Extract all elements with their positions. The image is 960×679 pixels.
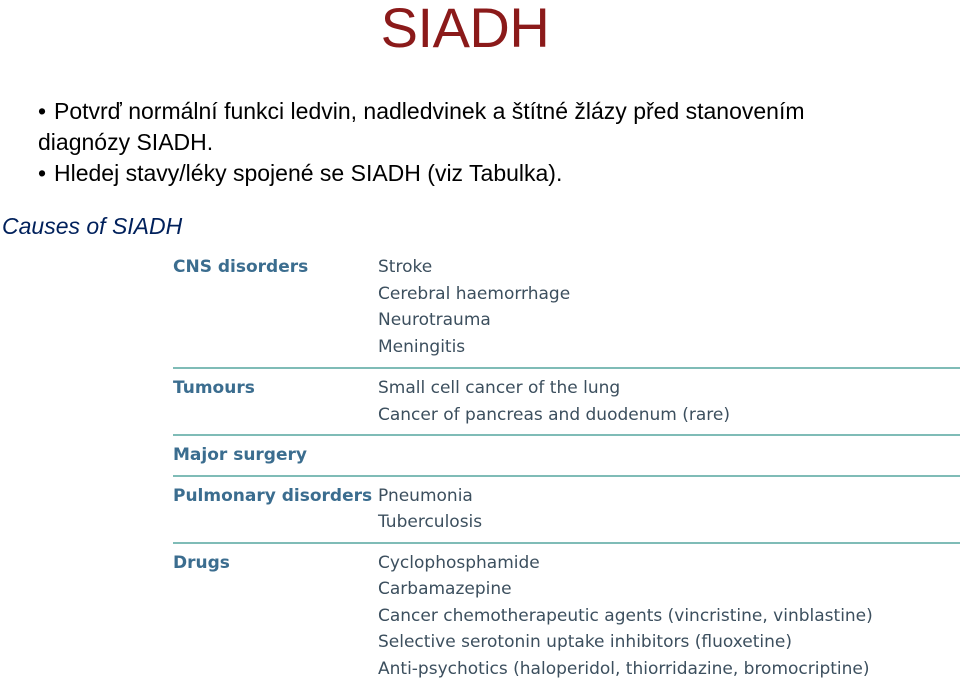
table-row: [173, 544, 960, 679]
category-label: Pulmonary disorders: [173, 485, 373, 506]
bullet-item-continuation: diagnózy SIADH.: [38, 129, 214, 155]
list-item: Cerebral haemorrhage: [378, 283, 571, 304]
table-title: Causes of SIADH: [2, 213, 183, 239]
bullet-list: [38, 96, 938, 189]
category-label: CNS disorders: [173, 257, 309, 277]
list-item: Neurotrauma: [378, 310, 491, 330]
category-label: Drugs: [173, 552, 230, 573]
list-item: Cancer of pancreas and duodenum (rare): [378, 404, 730, 425]
list-item: Stroke: [378, 257, 433, 277]
list-item: Selective serotonin uptake inhibitors (fluoxetine): [378, 632, 792, 652]
item-list: [378, 483, 960, 536]
table-row: [173, 436, 960, 475]
list-item: Cyclophosphamide: [378, 552, 540, 573]
bullet-item: • Potvrď normální funkci ledvin, nadledvinek a štítné žlázy před stanovením: [38, 96, 938, 127]
item-list: [378, 550, 960, 679]
bullet-item: • Hledej stavy/léky spojené se SIADH (viz Tabulka).: [38, 158, 938, 189]
table-row: [173, 477, 960, 542]
list-item: Cancer chemotherapeutic agents (vincristine, vinblastine): [378, 605, 873, 626]
table-row: [173, 254, 960, 367]
causes-table: [173, 254, 960, 679]
list-item: Small cell cancer of the lung: [378, 378, 621, 398]
item-list: [378, 442, 960, 469]
category-label: Major surgery: [173, 445, 307, 465]
item-list: [378, 254, 960, 360]
list-item: Anti-psychotics (haloperidol, thiorridazine, bromocriptine): [378, 658, 870, 679]
list-item: Carbamazepine: [378, 579, 512, 599]
list-item: Meningitis: [378, 336, 466, 357]
list-item: Tuberculosis: [378, 512, 483, 532]
table-row: [173, 369, 960, 434]
slide-title: SIADH: [380, 0, 550, 59]
category-label: Tumours: [173, 378, 255, 398]
list-item: Pneumonia: [378, 485, 473, 506]
item-list: [378, 375, 960, 428]
